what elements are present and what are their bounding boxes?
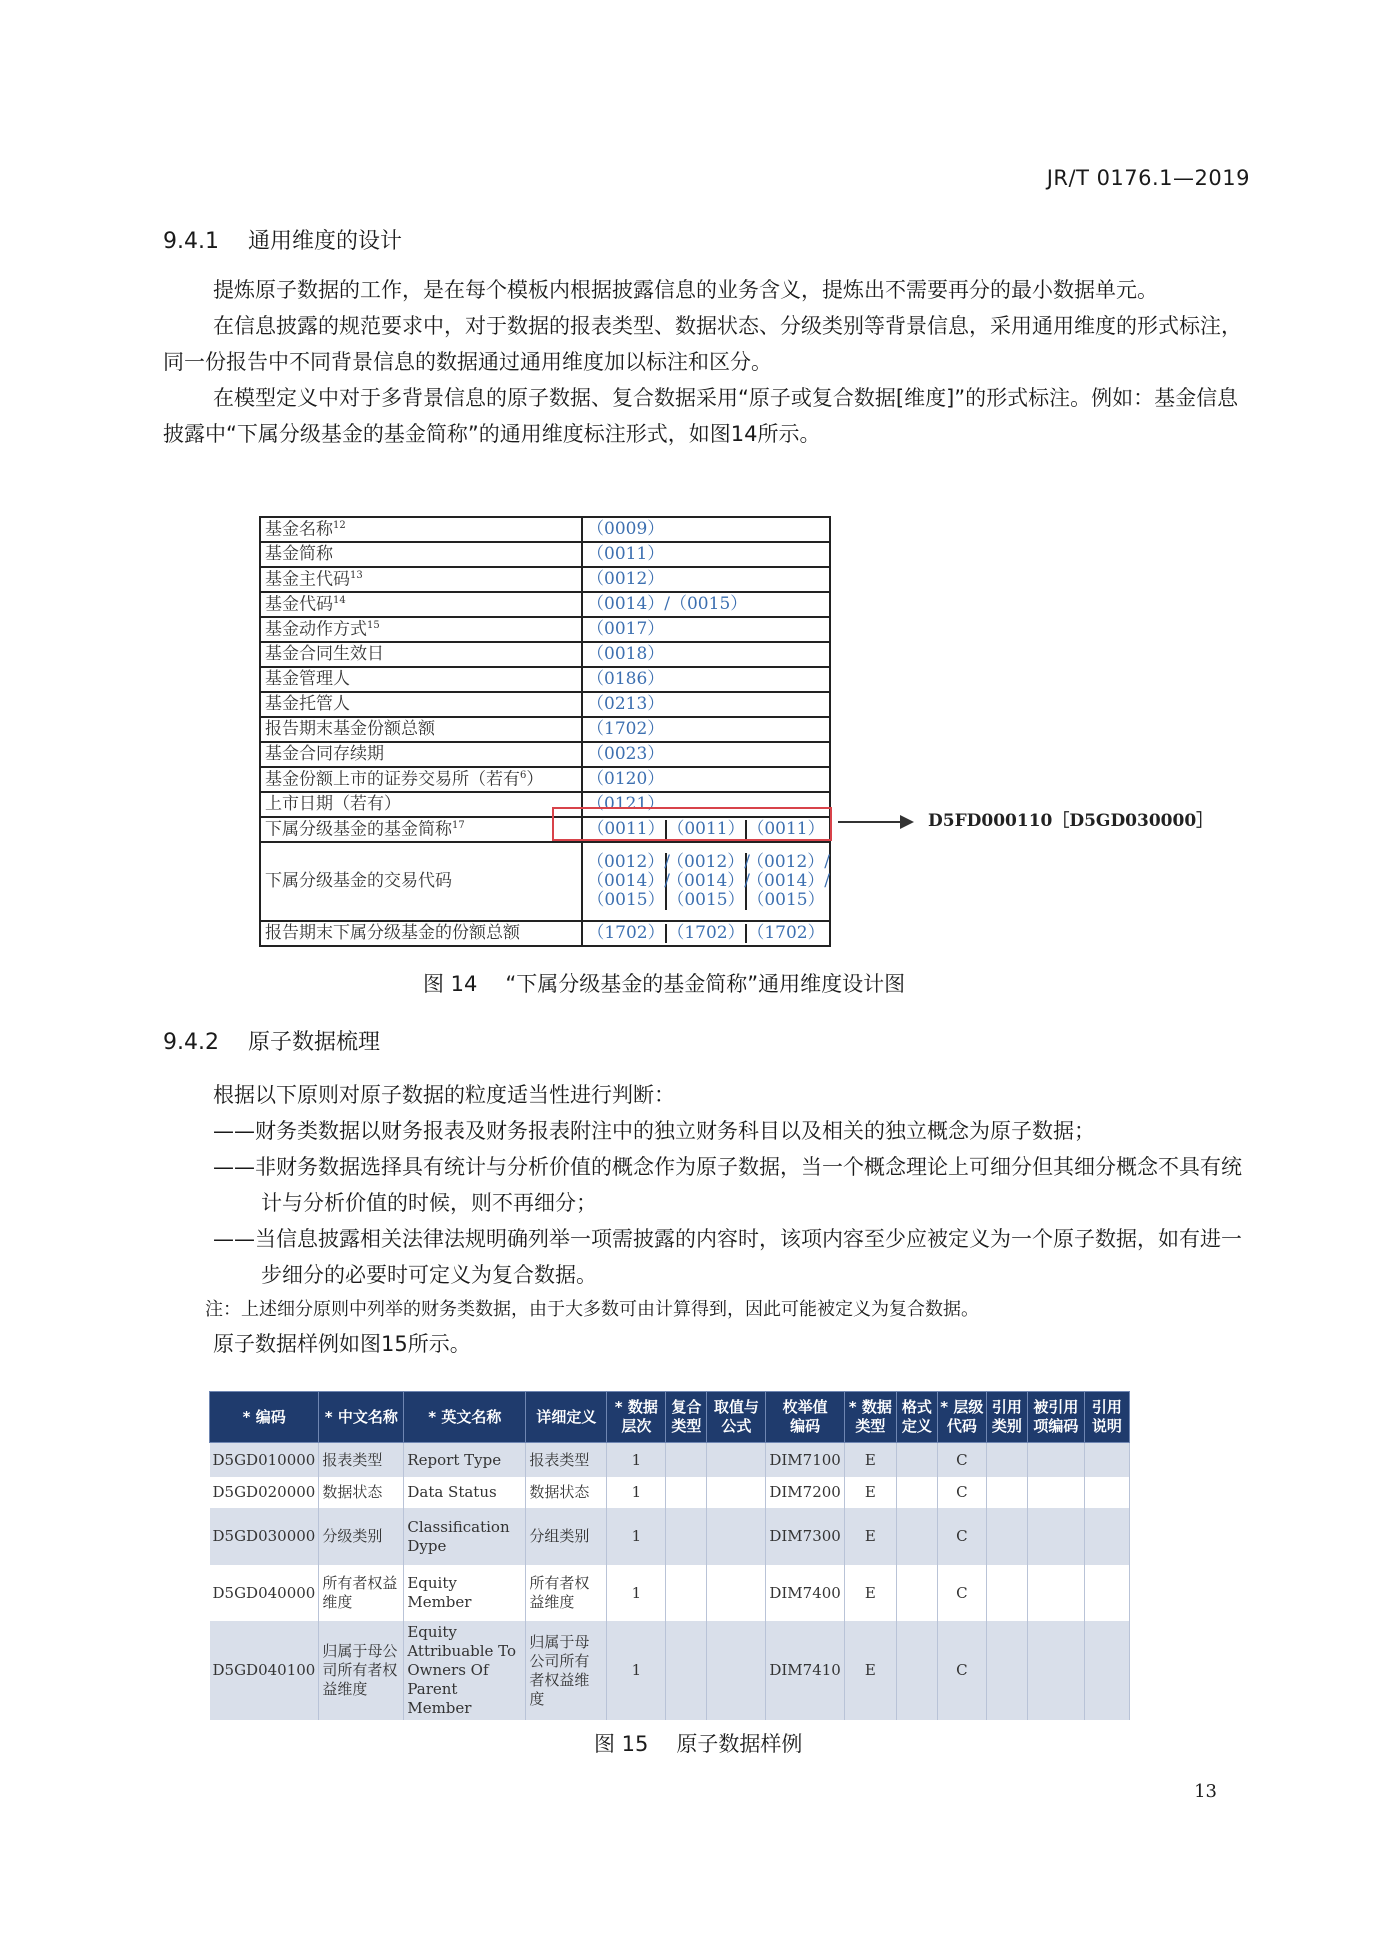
field-label: 上市日期（若有） [265, 794, 401, 814]
fund-field-row [260, 692, 830, 717]
data-cell: 分组类别 [526, 1508, 607, 1565]
data-cell: E [844, 1508, 896, 1565]
fund-field-name [260, 842, 582, 921]
fund-field-code: （0012） [582, 567, 830, 592]
data-cell [1027, 1477, 1084, 1508]
fund-field-name [260, 667, 582, 692]
fund-field-code: （0121） [582, 792, 830, 817]
header-row [210, 1392, 1130, 1443]
fund-field-code: （0011） [582, 542, 830, 567]
data-cell [666, 1477, 707, 1508]
fund-field-row [260, 642, 830, 667]
section-number: 9.4.1 [163, 229, 219, 254]
data-cell [666, 1508, 707, 1565]
data-cell [1084, 1621, 1129, 1720]
data-cell: D5GD030000 [210, 1508, 319, 1565]
paragraph: 在模型定义中对于多背景信息的原子数据、复合数据采用“原子或复合数据[维度]”的形式标注。例如：基金信息披露中“下属分级基金的基金简称”的通用维度标注形式，如图14所示。 [163, 386, 1239, 446]
footnote-ref: 13 [350, 569, 363, 581]
fund-field-row [260, 592, 830, 617]
field-label: 下属分级基金的基金简称 [265, 819, 452, 840]
sub-fund-code: （0011） [747, 819, 825, 839]
figure-15-table [209, 1391, 1130, 1720]
footnote-ref: 6 [520, 769, 527, 781]
list-item: ——财务类数据以财务报表及财务报表附注中的独立财务科目以及相关的独立概念为原子数据； [213, 1119, 1095, 1143]
footnote-ref: 17 [452, 819, 465, 831]
data-cell: D5GD010000 [210, 1443, 319, 1478]
sub-fund-code: （1702） [747, 923, 825, 943]
field-label: 基金简称 [265, 544, 333, 564]
data-cell [896, 1477, 937, 1508]
data-row [210, 1508, 1130, 1565]
data-cell [896, 1508, 937, 1565]
footnote-ref: 12 [333, 519, 346, 531]
data-cell [1027, 1508, 1084, 1565]
section-title: 原子数据梳理 [248, 1030, 381, 1055]
data-cell [707, 1621, 766, 1720]
data-cell: D5GD040000 [210, 1565, 319, 1621]
sub-fund-code: （0011） [667, 820, 747, 839]
data-cell [986, 1508, 1027, 1565]
column-header: * 数据 类型 [844, 1392, 896, 1443]
fund-field-code: （0186） [582, 667, 830, 692]
data-cell [666, 1621, 707, 1720]
field-label: 基金合同存续期 [265, 744, 384, 764]
fund-field-name [260, 592, 582, 617]
fund-field-name [260, 717, 582, 742]
fund-field-code: （0009） [582, 517, 830, 542]
page-number: 13 [1194, 1781, 1217, 1802]
data-cell: Data Status [404, 1477, 526, 1508]
sub-fund-code: （0012）/ （0014）/ （0015） [587, 852, 670, 910]
section-number: 9.4.2 [163, 1030, 219, 1055]
data-cell: 1 [607, 1443, 666, 1478]
fund-field-row [260, 842, 830, 921]
data-cell [1027, 1443, 1084, 1478]
data-cell [986, 1443, 1027, 1478]
field-label: 基金合同生效日 [265, 644, 384, 664]
sub-fund-code: （0012）/ （0014）/ （0015） [667, 852, 750, 910]
sub-fund-code: （0011） [587, 820, 667, 839]
arrow-right-icon [900, 815, 914, 829]
data-cell [707, 1477, 766, 1508]
data-cell [986, 1565, 1027, 1621]
sub-fund-code: （1702） [587, 924, 667, 943]
data-row [210, 1443, 1130, 1478]
data-cell [986, 1621, 1027, 1720]
list-item: ——当信息披露相关法律法规明确列举一项需披露的内容时，该项内容至少应被定义为一个原子数据，如有进一步细分的必要时可定义为复合数据。 [213, 1227, 1242, 1287]
fund-field-row [260, 717, 830, 742]
caption-text: 原子数据样例 [676, 1732, 803, 1756]
caption-text: “下属分级基金的基金简称”通用维度设计图 [505, 972, 906, 996]
data-cell: E [844, 1621, 896, 1720]
column-header: 引用 说明 [1084, 1392, 1129, 1443]
fund-field-name [260, 692, 582, 717]
dimension-annotation: D5FD000110［D5GD030000］ [928, 811, 1214, 831]
data-cell: D5GD040100 [210, 1621, 319, 1720]
section-heading-9-4-2 [163, 1025, 380, 1056]
data-cell: Classification Dype [404, 1508, 526, 1565]
data-cell: C [937, 1443, 986, 1478]
fund-field-code: （0014）/（0015） [582, 592, 830, 617]
data-cell: Report Type [404, 1443, 526, 1478]
data-cell: E [844, 1443, 896, 1478]
fund-field-name [260, 921, 582, 946]
data-cell [1084, 1477, 1129, 1508]
data-cell: 数据状态 [319, 1477, 404, 1508]
principle-list [213, 1113, 1245, 1293]
standard-number: JR/T 0176.1—2019 [1046, 166, 1250, 190]
note: 注：上述细分原则中列举的财务类数据，由于大多数可由计算得到，因此可能被定义为复合数据。 [205, 1299, 979, 1320]
field-label: 下属分级基金的交易代码 [265, 871, 452, 891]
fund-field-row [260, 742, 830, 767]
data-cell: 数据状态 [526, 1477, 607, 1508]
data-cell [1027, 1565, 1084, 1621]
sample-intro: 原子数据样例如图15所示。 [213, 1332, 471, 1356]
section-heading-9-4-1 [163, 224, 402, 255]
figure-14-table [259, 516, 831, 947]
data-cell: DIM7100 [766, 1443, 844, 1478]
fund-field-name [260, 617, 582, 642]
data-cell [1084, 1565, 1129, 1621]
data-row [210, 1477, 1130, 1508]
fund-field-name [260, 767, 582, 792]
list-item: ——非财务数据选择具有统计与分析价值的概念作为原子数据，当一个概念理论上可细分但其细分概念不具有统计与分析价值的时候，则不再细分； [213, 1155, 1242, 1215]
column-header: 枚举值 编码 [766, 1392, 844, 1443]
fund-field-name [260, 567, 582, 592]
fund-field-name [260, 517, 582, 542]
column-header: 详细定义 [526, 1392, 607, 1443]
fund-field-name [260, 542, 582, 567]
data-cell: Equity Member [404, 1565, 526, 1621]
data-cell [1084, 1443, 1129, 1478]
fund-field-code: （0023） [582, 742, 830, 767]
column-header: * 英文名称 [404, 1392, 526, 1443]
fund-field-code: （0018） [582, 642, 830, 667]
field-label: 基金管理人 [265, 669, 350, 689]
data-cell [896, 1565, 937, 1621]
field-label: 报告期末下属分级基金的份额总额 [265, 923, 520, 943]
fund-field-row [260, 517, 830, 542]
data-cell: 1 [607, 1477, 666, 1508]
column-header: * 中文名称 [319, 1392, 404, 1443]
figure-15-caption [594, 1728, 802, 1758]
field-label: 基金名称 [265, 519, 333, 540]
data-cell [896, 1621, 937, 1720]
data-cell [707, 1508, 766, 1565]
field-label: 基金动作方式 [265, 619, 367, 640]
fund-field-row [260, 567, 830, 592]
fund-field-name [260, 742, 582, 767]
data-row [210, 1565, 1130, 1621]
data-cell: 1 [607, 1565, 666, 1621]
data-cell: 所有者权益维度 [526, 1565, 607, 1621]
section-942-intro: 根据以下原则对原子数据的粒度适当性进行判断： [213, 1083, 675, 1107]
fund-field-code [582, 842, 830, 921]
data-cell [896, 1443, 937, 1478]
fund-field-row [260, 617, 830, 642]
field-label: 基金份额上市的证券交易所（若有 [265, 769, 520, 790]
fund-field-code: （0120） [582, 767, 830, 792]
field-label: 基金代码 [265, 594, 333, 615]
data-cell: 1 [607, 1621, 666, 1720]
data-cell: DIM7400 [766, 1565, 844, 1621]
fund-field-row [260, 667, 830, 692]
sub-fund-code: （0012）/ （0014）/ （0015） [747, 852, 830, 910]
figure-14-caption [423, 968, 905, 998]
data-cell: C [937, 1621, 986, 1720]
column-header: 取值与 公式 [707, 1392, 766, 1443]
data-cell: 归属于母公司所有者权益维度 [526, 1621, 607, 1720]
data-cell [1027, 1621, 1084, 1720]
data-row [210, 1621, 1130, 1720]
highlight-box [552, 807, 832, 841]
paragraph: 在信息披露的规范要求中，对于数据的报表类型、数据状态、分级类别等背景信息，采用通用维度的形式标注，同一份报告中不同背景信息的数据通过通用维度加以标注和区分。 [163, 314, 1242, 374]
fund-field-row [260, 767, 830, 792]
paragraph: 提炼原子数据的工作，是在每个模板内根据披露信息的业务含义，提炼出不需要再分的最小数据单元。 [213, 278, 1158, 302]
caption-number: 图 15 [594, 1732, 649, 1756]
column-header: 格式 定义 [896, 1392, 937, 1443]
data-cell: E [844, 1477, 896, 1508]
column-header: * 层级 代码 [937, 1392, 986, 1443]
data-cell: C [937, 1477, 986, 1508]
data-cell: D5GD020000 [210, 1477, 319, 1508]
section-941-body [163, 272, 1245, 452]
field-label: 基金托管人 [265, 694, 350, 714]
fund-field-name [260, 792, 582, 817]
data-cell: DIM7410 [766, 1621, 844, 1720]
data-cell [707, 1443, 766, 1478]
section-title: 通用维度的设计 [248, 229, 403, 254]
footnote-ref: 14 [333, 594, 346, 606]
data-cell: Equity Attribuable To Owners Of Parent Member [404, 1621, 526, 1720]
data-cell: 报表类型 [319, 1443, 404, 1478]
fund-field-name [260, 817, 582, 842]
data-cell [666, 1565, 707, 1621]
data-cell: E [844, 1565, 896, 1621]
fund-field-code: （0017） [582, 617, 830, 642]
field-label: 报告期末基金份额总额 [265, 719, 435, 739]
fund-field-row [260, 542, 830, 567]
footnote-ref: 15 [367, 619, 380, 631]
data-cell: 报表类型 [526, 1443, 607, 1478]
data-cell: DIM7300 [766, 1508, 844, 1565]
fund-field-row [260, 921, 830, 946]
column-header: 引用 类别 [986, 1392, 1027, 1443]
fund-field-name [260, 642, 582, 667]
column-header: * 数据 层次 [607, 1392, 666, 1443]
fund-field-code: （0213） [582, 692, 830, 717]
field-label: 基金主代码 [265, 569, 350, 590]
data-cell: C [937, 1508, 986, 1565]
data-cell: DIM7200 [766, 1477, 844, 1508]
fund-field-code [582, 921, 830, 946]
column-header: * 编码 [210, 1392, 319, 1443]
data-cell [707, 1565, 766, 1621]
data-cell: 1 [607, 1508, 666, 1565]
caption-number: 图 14 [423, 972, 478, 996]
data-cell: 分级类别 [319, 1508, 404, 1565]
fund-field-code: （1702） [582, 717, 830, 742]
data-cell [1084, 1508, 1129, 1565]
arrow-line [838, 821, 902, 823]
column-header: 复合 类型 [666, 1392, 707, 1443]
column-header: 被引用 项编码 [1027, 1392, 1084, 1443]
data-cell: 所有者权益维度 [319, 1565, 404, 1621]
data-cell: 归属于母公司所有者权益维度 [319, 1621, 404, 1720]
field-label-suffix: ） [526, 769, 544, 790]
sub-fund-code: （1702） [667, 924, 747, 943]
data-cell [986, 1477, 1027, 1508]
data-cell [666, 1443, 707, 1478]
data-cell: C [937, 1565, 986, 1621]
